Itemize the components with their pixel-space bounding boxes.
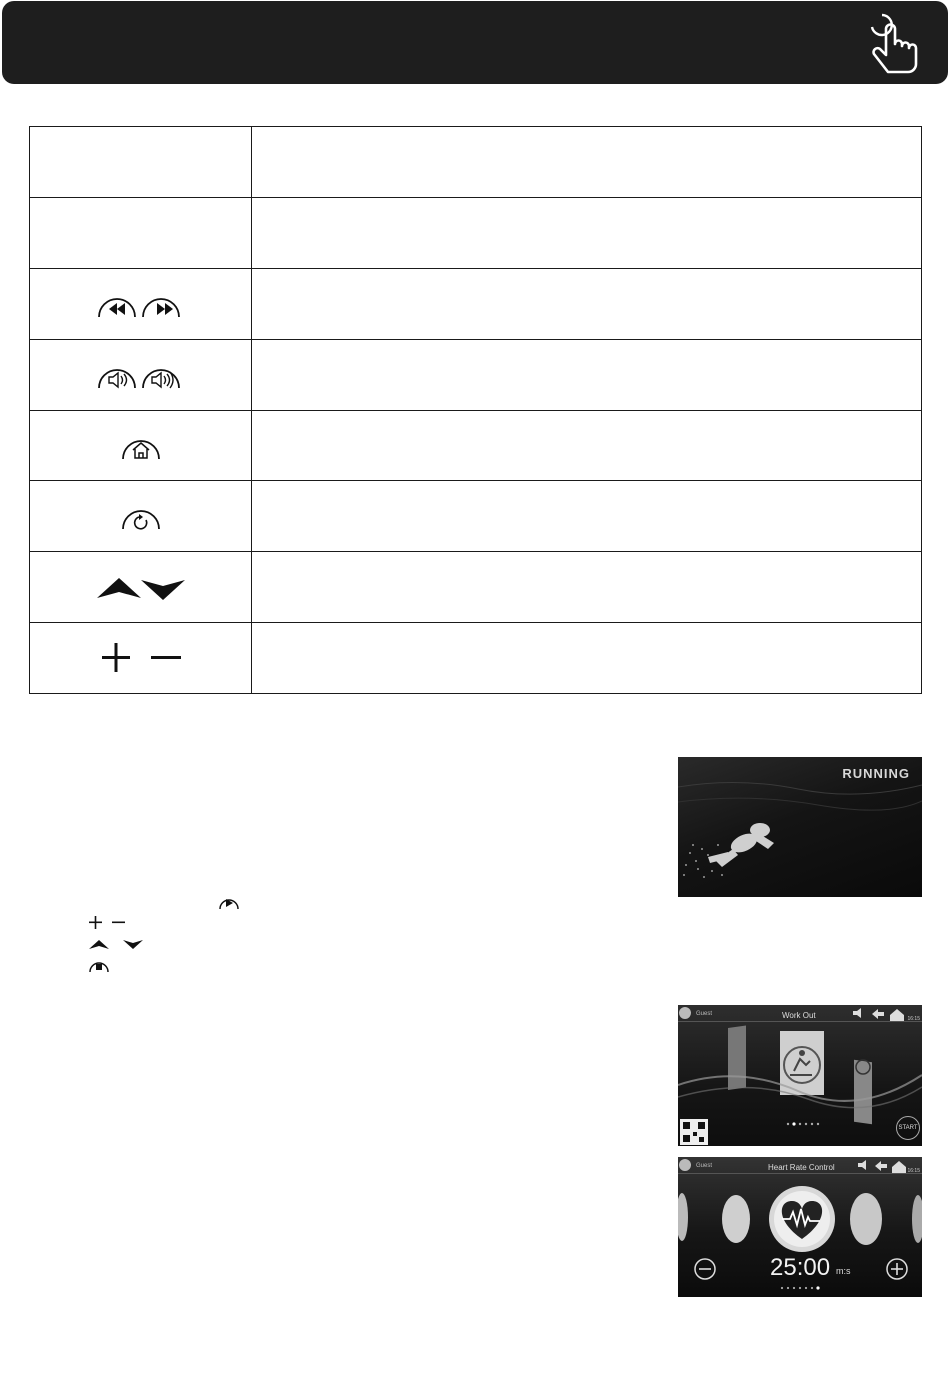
user-label: Guest [696,1011,713,1017]
play-icon [218,893,240,911]
timer-value: 25:00 [770,1254,831,1281]
table-row [30,410,922,481]
description-cell [252,623,922,694]
header-bar [2,1,948,84]
heart-rate-screenshot [678,1157,922,1297]
workout-screenshot [678,1005,922,1146]
workout-title: Work Out [782,1011,816,1020]
icon-cell [30,197,252,268]
refresh-icon [119,499,163,533]
description-cell [252,127,922,198]
description-cell [252,481,922,552]
stop-icon [88,956,110,974]
timer-unit: m:s [836,1266,851,1276]
icon-cell [30,127,252,198]
table-row [30,481,922,552]
up-down-arrow-icon [88,937,148,951]
plus-minus-icon [99,643,183,673]
table-row [30,127,922,198]
running-title: RUNNING [842,766,910,781]
icon-cell [30,268,252,339]
table-row [30,552,922,623]
volume-icon [96,358,186,392]
description-cell [252,197,922,268]
clock-label: 16:15 [907,1168,920,1174]
icon-cell [30,623,252,694]
home-icon [119,429,163,463]
table-row [30,197,922,268]
clock-label: 16:15 [907,1016,920,1022]
icon-cell [30,410,252,481]
description-cell [252,268,922,339]
icon-cell [30,481,252,552]
description-cell [252,410,922,481]
table-row [30,268,922,339]
description-cell [252,339,922,410]
plus-minus-icon [88,915,132,931]
table-row [30,623,922,694]
description-cell [252,552,922,623]
icon-reference-table [29,126,922,694]
heart-rate-title: Heart Rate Control [768,1163,835,1172]
running-screenshot [678,757,922,897]
table-row [30,339,922,410]
start-button[interactable]: START [896,1116,920,1140]
touch-hand-icon [864,9,922,79]
up-down-arrow-icon [95,572,187,602]
icon-cell [30,339,252,410]
icon-cell [30,552,252,623]
workout-carousel-graphic [678,1005,922,1146]
user-label: Guest [696,1163,713,1169]
rewind-fast-forward-icon [96,287,186,321]
